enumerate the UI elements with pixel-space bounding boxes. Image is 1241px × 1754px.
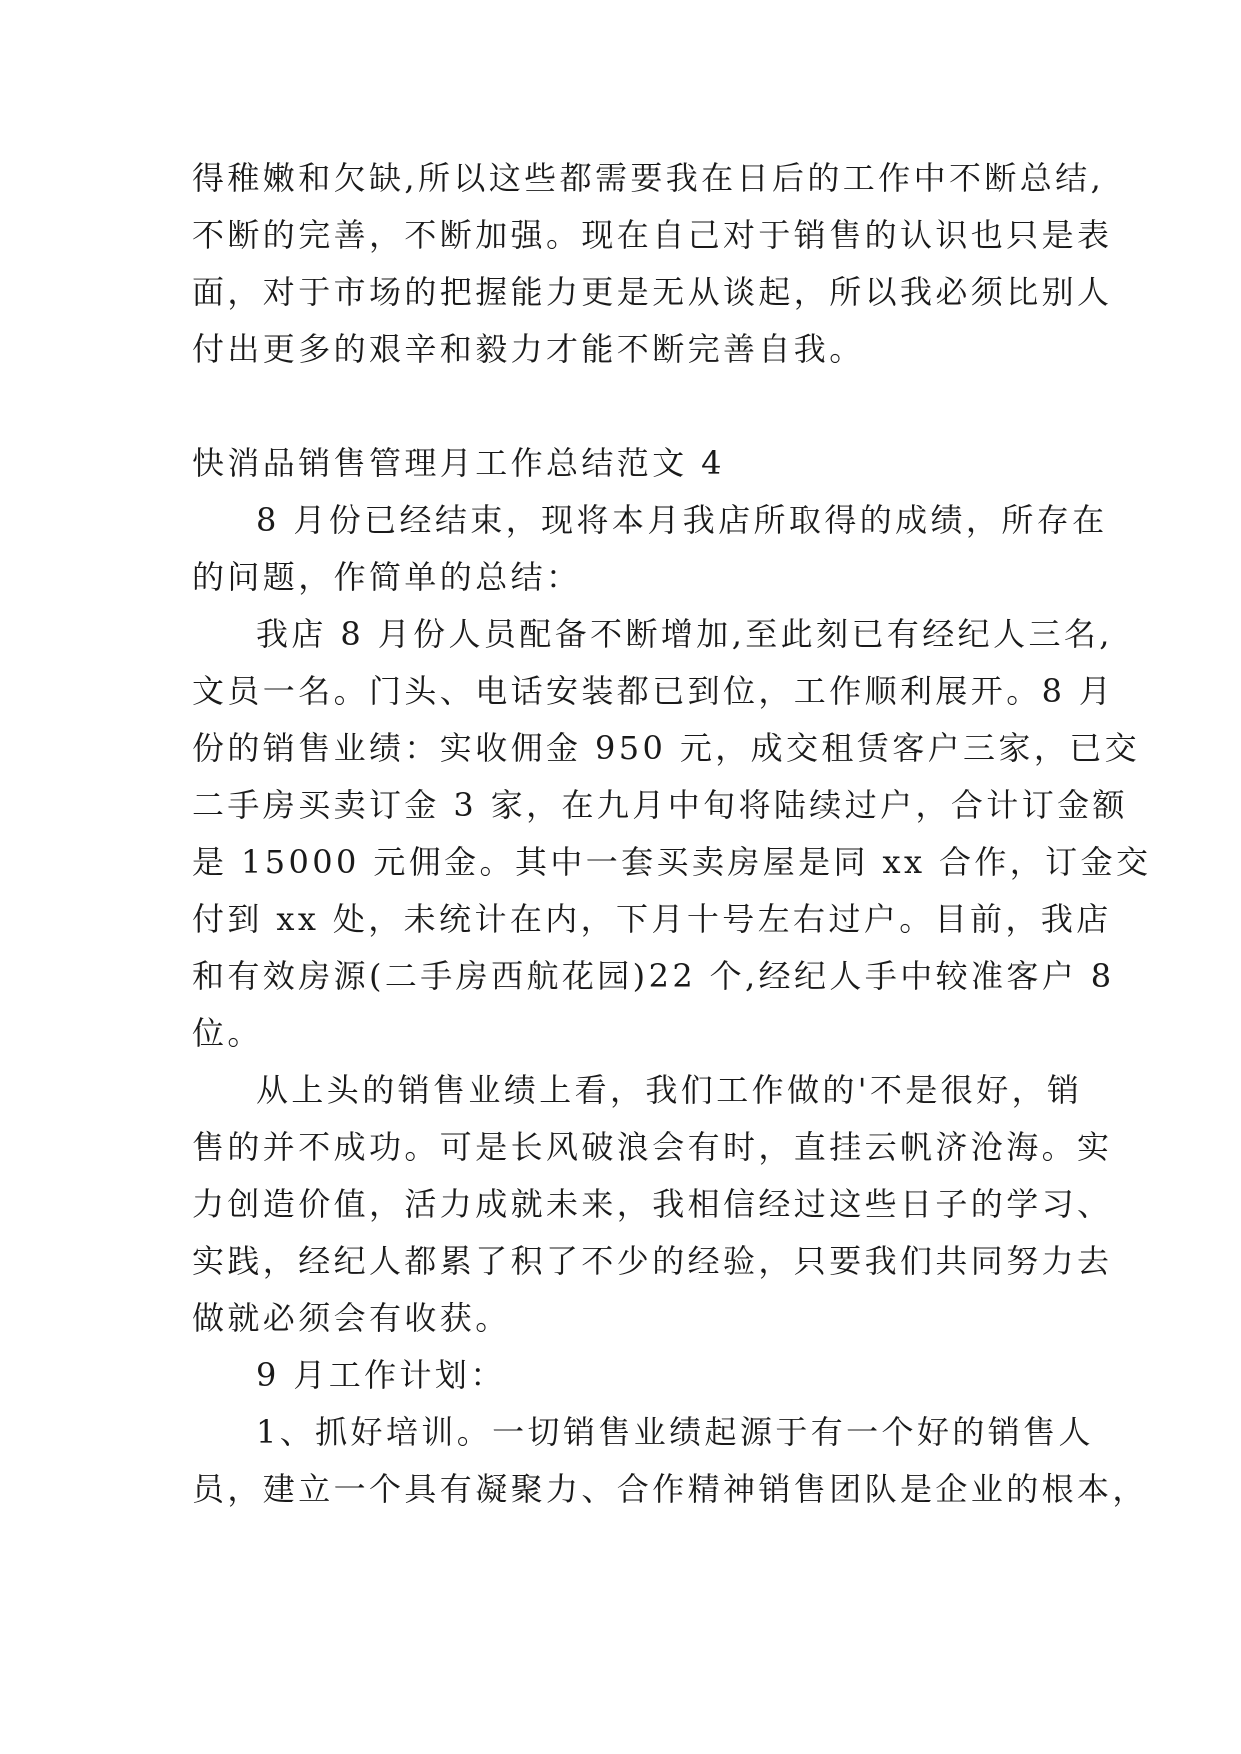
paragraph-2-line-7: 和有效房源(二手房西航花园)22 个,经纪人手中较准客户 8: [192, 957, 1115, 995]
plan-item-1-line-2: 员，建立一个具有凝聚力、合作精神销售团队是企业的根本，: [192, 1470, 1148, 1508]
plan-heading: 9 月工作计划：: [256, 1356, 506, 1394]
paragraph-2-line-8: 位。: [192, 1014, 263, 1052]
paragraph-3-line-4: 实践，经纪人都累了积了不少的经验，只要我们共同努力去: [192, 1242, 1113, 1280]
paragraph-3-line-2: 售的并不成功。可是长风破浪会有时，直挂云帆济沧海。实: [192, 1128, 1113, 1166]
paragraph-3-line-3: 力创造价值，活力成就未来，我相信经过这些日子的学习、: [192, 1185, 1113, 1223]
intro-line-2: 不断的完善，不断加强。现在自己对于销售的认识也只是表: [192, 216, 1113, 254]
paragraph-2-line-1: 我店 8 月份人员配备不断增加,至此刻已有经纪人三名,: [256, 615, 1113, 653]
intro-line-1: 得稚嫩和欠缺,所以这些都需要我在日后的工作中不断总结,: [192, 159, 1105, 197]
paragraph-1-line-1: 8 月份已经结束，现将本月我店所取得的成绩，所存在: [256, 501, 1108, 539]
paragraph-2-line-5: 是 15000 元佣金。其中一套买卖房屋是同 xx 合作，订金交: [192, 843, 1152, 881]
paragraph-1-line-2: 的问题，作简单的总结：: [192, 558, 582, 596]
plan-item-1-line-1: 1、抓好培训。一切销售业绩起源于有一个好的销售人: [256, 1413, 1094, 1451]
section-title: 快消品销售管理月工作总结范文 4: [192, 444, 725, 482]
paragraph-2-line-6: 付到 xx 处，未统计在内，下月十号左右过户。目前，我店: [192, 900, 1112, 938]
intro-line-4: 付出更多的艰辛和毅力才能不断完善自我。: [192, 330, 865, 368]
paragraph-3-line-1: 从上头的销售业绩上看，我们工作做的'不是很好，销: [256, 1071, 1083, 1109]
paragraph-2-line-3: 份的销售业绩：实收佣金 950 元，成交租赁客户三家，已交: [192, 729, 1141, 767]
paragraph-3-line-5: 做就必须会有收获。: [192, 1299, 511, 1337]
paragraph-2-line-2: 文员一名。门头、电话安装都已到位，工作顺利展开。8 月: [192, 672, 1115, 710]
paragraph-2-line-4: 二手房买卖订金 3 家，在九月中旬将陆续过户，合计订金额: [192, 786, 1128, 824]
intro-line-3: 面，对于市场的把握能力更是无从谈起，所以我必须比别人: [192, 273, 1113, 311]
